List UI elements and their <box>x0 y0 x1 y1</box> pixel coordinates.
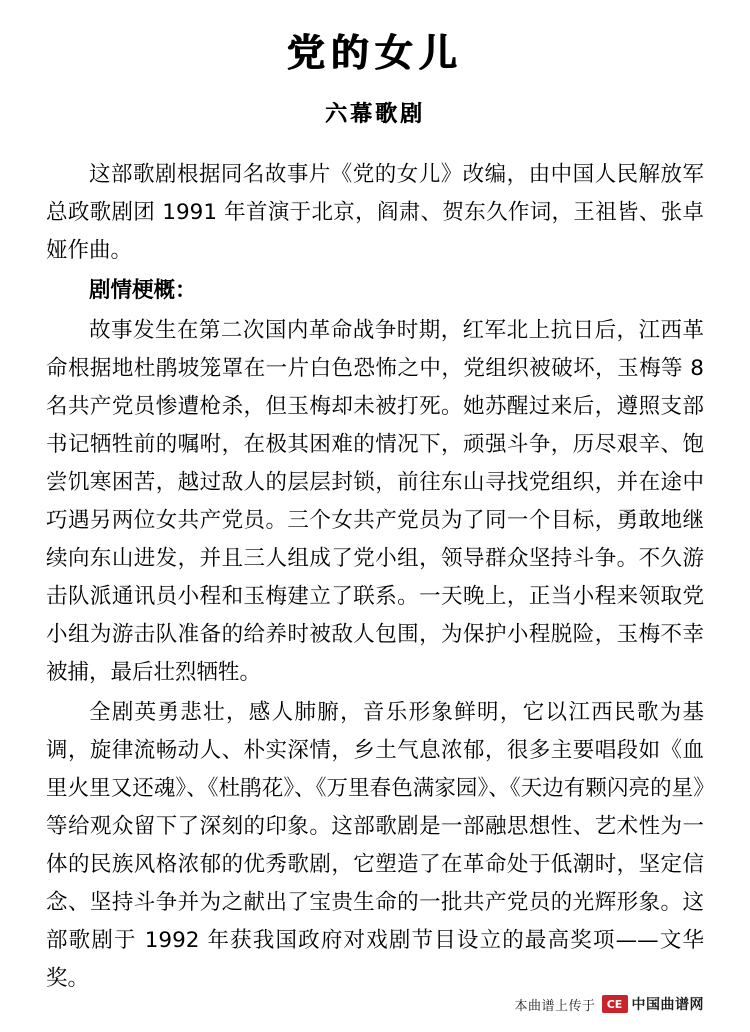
site-logo-text: 中国曲谱网 <box>631 997 704 1013</box>
page-subtitle: 六幕歌剧 <box>324 102 425 127</box>
page-title: 党的女儿 <box>286 31 463 75</box>
logo-mark-icon: CE <box>602 995 628 1013</box>
footer-credit-text: 本曲谱上传于 <box>514 998 596 1014</box>
synopsis-paragraph-2: 全剧英勇悲壮，感人肺腑，音乐形象鲜明，它以江西民歌为基调，旋律流畅动人、朴实深情，乡土气息浓郁，很多主要唱段如《血里火里又还魂》、《杜鹃花》、《万里春色满家园》、《天边有颗闪亮的星》等给观众留下了深刻的印象。这部歌剧是一部融思想性、艺术性为一体的民族风格浓郁的优秀歌剧，它塑造了在革命处于低潮时，坚定信念、坚持斗争并为之献出了宝贵生命的一批共产党员的光辉形象。这部歌剧于 1992 年获我国政府对戏剧节目设立的最高奖项——文华奖。 <box>46 700 704 991</box>
footer-watermark <box>514 994 704 1014</box>
site-logo <box>602 994 705 1014</box>
document-page <box>0 22 750 1032</box>
intro-paragraph: 这部歌剧根据同名故事片《党的女儿》改编，由中国人民解放军总政歌剧团 1991 年首演于北京，阎肃、贺东久作词，王祖皆、张卓娅作曲。 <box>46 162 704 263</box>
section-label: 剧情梗概： <box>89 278 197 303</box>
document-body <box>46 156 704 998</box>
synopsis-paragraph-1: 故事发生在第二次国内革命战争时期，红军北上抗日后，江西革命根据地杜鹃坡笼罩在一片白色恐怖之中，党组织被破坏，玉梅等 8 名共产党员惨遭枪杀，但玉梅却未被打死。她苏醒过来后，遵照支部书记牺牲前的嘱咐，在极其困难的情况下，顽强斗争，历尽艰辛、饱尝饥寒困苦，越过敌人的层层封锁，前往东山寻找党组织，并在途中巧遇另两位女共产党员。三个女共产党员为了同一个目标，勇敢地继续向东山进发，并且三人组成了党小组，领导群众坚持斗争。不久游击队派通讯员小程和玉梅建立了联系。一天晚上，正当小程来领取党小组为游击队准备的给养时被敌人包围，为保护小程脱险，玉梅不幸被捕，最后壮烈牺牲。 <box>46 318 704 685</box>
